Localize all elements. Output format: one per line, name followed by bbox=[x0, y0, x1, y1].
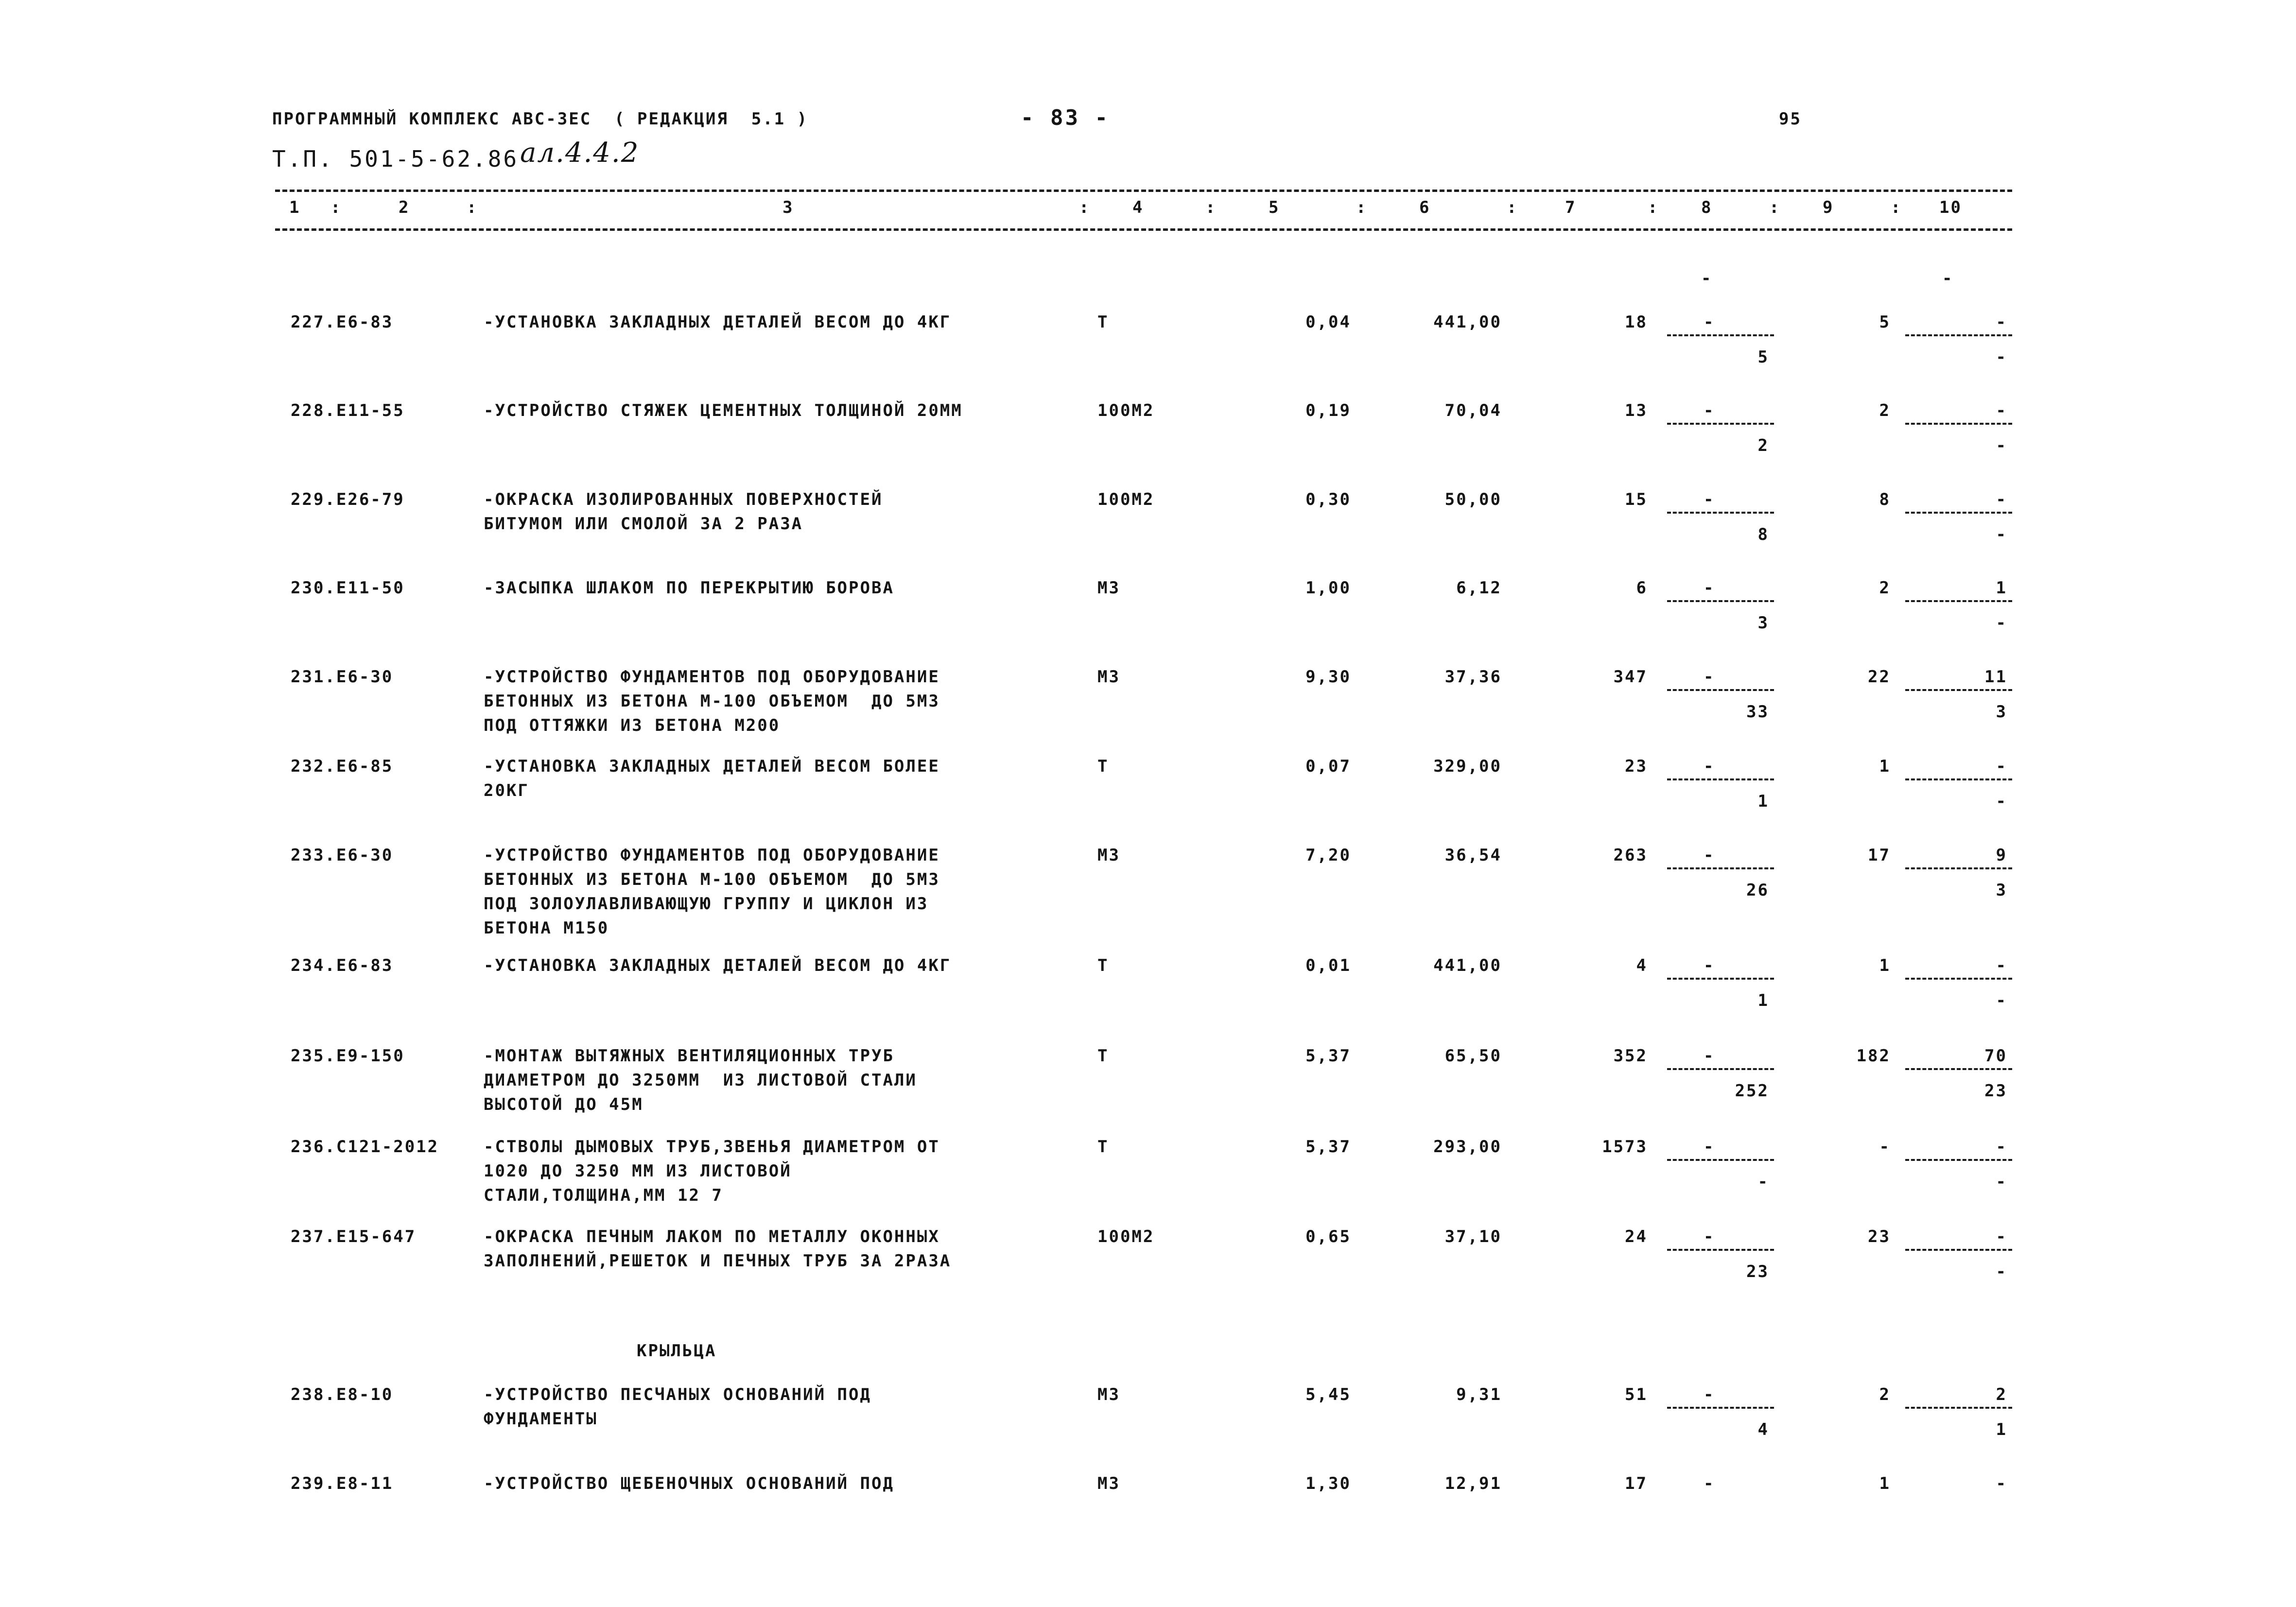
row-unit: Т bbox=[1097, 757, 1109, 776]
col8-rule bbox=[1667, 1249, 1774, 1251]
row-quantity: 5,37 bbox=[1305, 1137, 1351, 1157]
row-col8: - bbox=[1704, 490, 1715, 509]
col-6-label: 6 bbox=[1419, 198, 1431, 217]
row-quantity: 9,30 bbox=[1305, 667, 1351, 687]
col8-rule bbox=[1667, 778, 1774, 780]
project-reference: Т.П. 501-5-62.86 bbox=[272, 146, 519, 172]
row-col9: 2 bbox=[1879, 578, 1891, 598]
row-code: 234.Е6-83 bbox=[291, 956, 394, 975]
col8-rule bbox=[1667, 1159, 1774, 1161]
row-price: 6,12 bbox=[1456, 578, 1502, 598]
row-code: 229.Е26-79 bbox=[291, 490, 405, 509]
row-col8: - bbox=[1704, 1385, 1715, 1404]
row-col8-below: 1 bbox=[1757, 792, 1769, 811]
row-quantity: 5,37 bbox=[1305, 1046, 1351, 1066]
col-7-label: 7 bbox=[1565, 198, 1577, 217]
row-unit: Т bbox=[1097, 1046, 1109, 1066]
row-col8: - bbox=[1704, 578, 1715, 598]
row-col10-below: - bbox=[1996, 792, 2007, 811]
row-col8-below: 3 bbox=[1757, 613, 1769, 633]
row-unit: 100М2 bbox=[1097, 1227, 1155, 1246]
row-price: 50,00 bbox=[1444, 490, 1502, 509]
row-quantity: 0,19 bbox=[1305, 401, 1351, 420]
row-price: 65,50 bbox=[1444, 1046, 1502, 1066]
row-unit: 100М2 bbox=[1097, 490, 1155, 509]
row-col9: - bbox=[1879, 1137, 1891, 1157]
row-col8-below: 2 bbox=[1757, 436, 1769, 455]
col10-rule bbox=[1905, 512, 2012, 514]
header-rule-bottom bbox=[275, 228, 2012, 231]
row-col10: - bbox=[1996, 956, 2007, 975]
sheet-number: 95 bbox=[1779, 109, 1802, 129]
row-price: 12,91 bbox=[1444, 1474, 1502, 1493]
col8-rule bbox=[1667, 1407, 1774, 1409]
row-price: 9,31 bbox=[1456, 1385, 1502, 1404]
row-col8: - bbox=[1704, 956, 1715, 975]
row-total: 51 bbox=[1625, 1385, 1648, 1404]
row-col9: 1 bbox=[1879, 1474, 1891, 1493]
col10-rule bbox=[1905, 1159, 2012, 1161]
row-price: 70,04 bbox=[1444, 401, 1502, 420]
row-description: -УСТРОЙСТВО СТЯЖЕК ЦЕМЕНТНЫХ ТОЛЩИНОЙ 20ММ bbox=[484, 401, 963, 420]
col10-rule bbox=[1905, 600, 2012, 602]
row-code: 230.Е11-50 bbox=[291, 578, 405, 598]
row-col10: - bbox=[1996, 312, 2007, 332]
col8-rule bbox=[1667, 978, 1774, 980]
row-col9: 17 bbox=[1868, 846, 1891, 865]
row-unit: 100М2 bbox=[1097, 401, 1155, 420]
row-price: 441,00 bbox=[1433, 312, 1502, 332]
col-3-label: 3 bbox=[783, 198, 794, 217]
col-8-label: 8 bbox=[1701, 198, 1713, 217]
col8-rule bbox=[1667, 1068, 1774, 1070]
row-total: 1573 bbox=[1602, 1137, 1648, 1157]
row-col8: - bbox=[1704, 1137, 1715, 1157]
header-rule-top bbox=[275, 190, 2012, 192]
row-price: 37,36 bbox=[1444, 667, 1502, 687]
row-col10: 70 bbox=[1984, 1046, 2007, 1066]
top-mark-col10: - bbox=[1942, 269, 1954, 288]
row-unit: М3 bbox=[1097, 667, 1120, 687]
row-col10-below: - bbox=[1996, 991, 2007, 1010]
col10-rule bbox=[1905, 423, 2012, 425]
col-9-label: 9 bbox=[1823, 198, 1834, 217]
col-5-label: 5 bbox=[1269, 198, 1280, 217]
row-col9: 5 bbox=[1879, 312, 1891, 332]
row-code: 233.Е6-30 bbox=[291, 846, 394, 865]
row-code: 227.Е6-83 bbox=[291, 312, 394, 332]
row-col9: 8 bbox=[1879, 490, 1891, 509]
row-price: 36,54 bbox=[1444, 846, 1502, 865]
row-description: -ОКРАСКА ПЕЧНЫМ ЛАКОМ ПО МЕТАЛЛУ ОКОННЫХ ЗАПОЛНЕНИЙ,РЕШЕТОК И ПЕЧНЫХ ТРУБ ЗА 2РАЗА bbox=[484, 1227, 952, 1271]
row-col10: 2 bbox=[1996, 1385, 2007, 1404]
col10-rule bbox=[1905, 1068, 2012, 1070]
row-col8-below: 26 bbox=[1746, 881, 1769, 900]
row-col10: 9 bbox=[1996, 846, 2007, 865]
col10-rule bbox=[1905, 978, 2012, 980]
col10-rule bbox=[1905, 1249, 2012, 1251]
row-col10-below: - bbox=[1996, 1172, 2007, 1192]
row-description: -УСТАНОВКА ЗАКЛАДНЫХ ДЕТАЛЕЙ ВЕСОМ БОЛЕЕ 20КГ bbox=[484, 757, 940, 800]
col-10-label: 10 bbox=[1939, 198, 1962, 217]
col-2-label: 2 bbox=[399, 198, 410, 217]
row-col10-below: - bbox=[1996, 1262, 2007, 1281]
row-total: 347 bbox=[1613, 667, 1648, 687]
row-code: 236.С121-2012 bbox=[291, 1137, 439, 1157]
row-col8-below: 5 bbox=[1757, 347, 1769, 367]
col-1-label: 1 bbox=[289, 198, 301, 217]
col8-rule bbox=[1667, 512, 1774, 514]
row-quantity: 0,30 bbox=[1305, 490, 1351, 509]
row-unit: М3 bbox=[1097, 1474, 1120, 1493]
row-total: 4 bbox=[1636, 956, 1648, 975]
row-col10: - bbox=[1996, 401, 2007, 420]
row-total: 17 bbox=[1625, 1474, 1648, 1493]
row-total: 6 bbox=[1636, 578, 1648, 598]
row-col8-below: - bbox=[1757, 1172, 1769, 1192]
col8-rule bbox=[1667, 867, 1774, 869]
row-price: 441,00 bbox=[1433, 956, 1502, 975]
row-col9: 1 bbox=[1879, 956, 1891, 975]
row-description: -МОНТАЖ ВЫТЯЖНЫХ ВЕНТИЛЯЦИОННЫХ ТРУБ ДИАМЕТРОМ ДО 3250ММ ИЗ ЛИСТОВОЙ СТАЛИ ВЫСОТОЙ ДО 45М bbox=[484, 1046, 917, 1114]
row-col8: - bbox=[1704, 667, 1715, 687]
row-price: 293,00 bbox=[1433, 1137, 1502, 1157]
row-total: 15 bbox=[1625, 490, 1648, 509]
row-col9: 22 bbox=[1868, 667, 1891, 687]
row-unit: М3 bbox=[1097, 1385, 1120, 1404]
row-description: -УСТАНОВКА ЗАКЛАДНЫХ ДЕТАЛЕЙ ВЕСОМ ДО 4КГ bbox=[484, 312, 952, 332]
row-col10-below: 1 bbox=[1996, 1420, 2007, 1439]
row-col8-below: 252 bbox=[1735, 1081, 1769, 1101]
top-mark-col8: - bbox=[1701, 269, 1713, 288]
document-page: ПРОГРАММНЫЙ КОМПЛЕКС АВС-3ЕС ( РЕДАКЦИЯ 5.1 ) - 83 - 95 Т.П. 501-5-62.86 ал.4.4.2 1 : 2 : 3 : 4 : 5 : 6 : 7 : 8 : 9 : 10 - - 227.Е6-83 -УСТАНОВКА ЗАКЛАДНЫХ ДЕТАЛЕЙ ВЕСОМ ДО 4КГ Т 0,04 441,00 18 - 5 - 5 - 228.Е11-55 -УСТРОЙСТВО СТЯЖЕК ЦЕМЕНТНЫХ ТОЛЩИНОЙ 20ММ 100М2 0,19 70,04 13 - 2 - 2 - 229.Е26-79 -ОКРАСКА ИЗОЛИРОВАННЫХ ПОВЕРХНОСТЕЙ БИТУМОМ ИЛИ СМОЛОЙ ЗА 2 РАЗА 100М2 0,30 50,00 15 - 8 - 8 - 230.Е11-50 -ЗАСЫПКА ШЛАКОМ ПО ПЕРЕКРЫТИЮ БОРОВА М3 1,00 6,12 6 - 2 1 3 - 231.Е6-30 -УСТРОЙСТВО ФУНДАМЕНТОВ ПОД ОБОРУДОВАНИЕ БЕТОННЫХ ИЗ БЕТОНА М-100 ОБЪЕМОМ ДО 5М3 ПОД ОТТЯЖКИ ИЗ БЕТОНА М200 М3 9,30 37,36 347 - 22 11 33 3 232.Е6-85 -УСТАНОВКА ЗАКЛАДНЫХ ДЕТАЛЕЙ ВЕСОМ БОЛЕЕ 20КГ Т 0,07 329,00 23 - 1 - 1 - 233.Е6-30 -УСТРОЙСТВО ФУНДАМЕНТОВ ПОД ОБОРУДОВАНИЕ БЕТОННЫХ ИЗ БЕТОНА М-100 ОБЪЕМОМ ДО 5М3 ПОД ЗОЛОУЛАВЛИВАЮЩУЮ ГРУППУ И ЦИКЛОН ИЗ БЕТОНА М150 М3 7,20 36,54 263 - 17 9 26 3 234.Е6-83 -УСТАНОВКА ЗАКЛАДНЫХ ДЕТАЛЕЙ ВЕСОМ ДО 4КГ Т 0,01 441,00 4 - 1 - 1 - 235.Е9-150 -МОНТАЖ ВЫТЯЖНЫХ ВЕНТИЛЯЦИОННЫХ ТРУБ ДИАМЕТРОМ ДО 3250ММ ИЗ ЛИСТОВОЙ СТАЛИ ВЫСОТОЙ ДО 45М Т 5,37 65,50 352 - 182 70 252 23 236.С121-2012 -СТВОЛЫ ДЫМОВЫХ ТРУБ,ЗВЕНЬЯ ДИАМЕТРОМ ОТ 1020 ДО 3250 ММ ИЗ ЛИСТОВОЙ СТАЛИ,ТОЛЩИНА,ММ 12 7 Т 5,37 293,00 1573 - - - - - 237.Е15-647 -ОКРАСКА ПЕЧНЫМ ЛАКОМ ПО МЕТАЛЛУ ОКОННЫХ ЗАПОЛНЕНИЙ,РЕШЕТОК И ПЕЧНЫХ ТРУБ ЗА 2РАЗА 100М2 0,65 37,10 24 - 23 - 23 - КРЫЛЬЦА 238.Е8-10 -УСТРОЙСТВО ПЕСЧАНЫХ ОСНОВАНИЙ ПОД ФУНДАМЕНТЫ М3 5,45 9,31 51 - 2 2 4 1 239.Е8-11 -УСТРОЙСТВО ЩЕБЕНОЧНЫХ ОСНОВАНИЙ ПОД М3 1,30 12,91 17 - 1 - bbox=[0, 0, 2296, 1607]
row-col10: - bbox=[1996, 490, 2007, 509]
row-unit: Т bbox=[1097, 956, 1109, 975]
row-quantity: 0,01 bbox=[1305, 956, 1351, 975]
row-description: -УСТРОЙСТВО ПЕСЧАНЫХ ОСНОВАНИЙ ПОД ФУНДАМЕНТЫ bbox=[484, 1385, 871, 1429]
row-col10-below: 3 bbox=[1996, 702, 2007, 722]
row-col10: 1 bbox=[1996, 578, 2007, 598]
row-description: -УСТРОЙСТВО ФУНДАМЕНТОВ ПОД ОБОРУДОВАНИЕ БЕТОННЫХ ИЗ БЕТОНА М-100 ОБЪЕМОМ ДО 5М3 ПОД ОТТЯЖКИ ИЗ БЕТОНА М200 bbox=[484, 667, 940, 735]
row-description: -СТВОЛЫ ДЫМОВЫХ ТРУБ,ЗВЕНЬЯ ДИАМЕТРОМ ОТ 1020 ДО 3250 ММ ИЗ ЛИСТОВОЙ СТАЛИ,ТОЛЩИНА,ММ 12 7 bbox=[484, 1137, 940, 1205]
row-col8: - bbox=[1704, 1046, 1715, 1066]
col10-rule bbox=[1905, 689, 2012, 691]
row-code: 228.Е11-55 bbox=[291, 401, 405, 420]
row-col9: 182 bbox=[1856, 1046, 1891, 1066]
row-col8-below: 4 bbox=[1757, 1420, 1769, 1439]
row-col8: - bbox=[1704, 1227, 1715, 1246]
row-code: 231.Е6-30 bbox=[291, 667, 394, 687]
row-col9: 1 bbox=[1879, 757, 1891, 776]
handwritten-reference: ал.4.4.2 bbox=[520, 137, 640, 169]
row-code: 235.Е9-150 bbox=[291, 1046, 405, 1066]
row-col9: 23 bbox=[1868, 1227, 1891, 1246]
row-col8: - bbox=[1704, 1474, 1715, 1493]
row-total: 18 bbox=[1625, 312, 1648, 332]
row-col10: - bbox=[1996, 1227, 2007, 1246]
row-unit: Т bbox=[1097, 312, 1109, 332]
row-total: 23 bbox=[1625, 757, 1648, 776]
row-col10-below: - bbox=[1996, 613, 2007, 633]
row-col10: - bbox=[1996, 1137, 2007, 1157]
row-col8-below: 1 bbox=[1757, 991, 1769, 1010]
row-col10-below: - bbox=[1996, 347, 2007, 367]
col10-rule bbox=[1905, 1407, 2012, 1409]
col-4-label: 4 bbox=[1132, 198, 1144, 217]
col8-rule bbox=[1667, 423, 1774, 425]
row-description: -УСТАНОВКА ЗАКЛАДНЫХ ДЕТАЛЕЙ ВЕСОМ ДО 4КГ bbox=[484, 956, 952, 975]
col8-rule bbox=[1667, 334, 1774, 336]
row-description: -УСТРОЙСТВО ЩЕБЕНОЧНЫХ ОСНОВАНИЙ ПОД bbox=[484, 1474, 894, 1493]
row-unit: М3 bbox=[1097, 846, 1120, 865]
row-col10: 11 bbox=[1984, 667, 2007, 687]
row-col8-below: 23 bbox=[1746, 1262, 1769, 1281]
row-total: 352 bbox=[1613, 1046, 1648, 1066]
row-quantity: 5,45 bbox=[1305, 1385, 1351, 1404]
row-col8: - bbox=[1704, 312, 1715, 332]
row-quantity: 1,30 bbox=[1305, 1474, 1351, 1493]
row-unit: М3 bbox=[1097, 578, 1120, 598]
row-col10: - bbox=[1996, 1474, 2007, 1493]
row-price: 37,10 bbox=[1444, 1227, 1502, 1246]
row-col10-below: - bbox=[1996, 436, 2007, 455]
row-col10-below: - bbox=[1996, 525, 2007, 544]
page-number: - 83 - bbox=[1021, 105, 1110, 130]
col10-rule bbox=[1905, 334, 2012, 336]
row-col10-below: 3 bbox=[1996, 881, 2007, 900]
row-col8-below: 8 bbox=[1757, 525, 1769, 544]
row-quantity: 7,20 bbox=[1305, 846, 1351, 865]
row-col10-below: 23 bbox=[1984, 1081, 2007, 1101]
row-description: -ОКРАСКА ИЗОЛИРОВАННЫХ ПОВЕРХНОСТЕЙ БИТУМОМ ИЛИ СМОЛОЙ ЗА 2 РАЗА bbox=[484, 490, 883, 534]
row-total: 13 bbox=[1625, 401, 1648, 420]
row-description: -УСТРОЙСТВО ФУНДАМЕНТОВ ПОД ОБОРУДОВАНИЕ БЕТОННЫХ ИЗ БЕТОНА М-100 ОБЪЕМОМ ДО 5М3 ПОД ЗОЛОУЛАВЛИВАЮЩУЮ ГРУППУ И ЦИКЛОН ИЗ БЕТОНА М150 bbox=[484, 846, 940, 938]
col8-rule bbox=[1667, 600, 1774, 602]
row-quantity: 1,00 bbox=[1305, 578, 1351, 598]
row-quantity: 0,07 bbox=[1305, 757, 1351, 776]
row-col8: - bbox=[1704, 401, 1715, 420]
row-total: 24 bbox=[1625, 1227, 1648, 1246]
row-code: 232.Е6-85 bbox=[291, 757, 394, 776]
row-price: 329,00 bbox=[1433, 757, 1502, 776]
row-quantity: 0,65 bbox=[1305, 1227, 1351, 1246]
row-unit: Т bbox=[1097, 1137, 1109, 1157]
row-col8: - bbox=[1704, 846, 1715, 865]
row-code: 237.Е15-647 bbox=[291, 1227, 417, 1246]
row-description: -ЗАСЫПКА ШЛАКОМ ПО ПЕРЕКРЫТИЮ БОРОВА bbox=[484, 578, 894, 598]
row-col8: - bbox=[1704, 757, 1715, 776]
col10-rule bbox=[1905, 778, 2012, 780]
col8-rule bbox=[1667, 689, 1774, 691]
row-col8-below: 33 bbox=[1746, 702, 1769, 722]
section-title: КРЫЛЬЦА bbox=[637, 1341, 717, 1361]
row-col10: - bbox=[1996, 757, 2007, 776]
row-total: 263 bbox=[1613, 846, 1648, 865]
row-col9: 2 bbox=[1879, 401, 1891, 420]
row-quantity: 0,04 bbox=[1305, 312, 1351, 332]
row-code: 238.Е8-10 bbox=[291, 1385, 394, 1404]
program-header: ПРОГРАММНЫЙ КОМПЛЕКС АВС-3ЕС ( РЕДАКЦИЯ 5.1 ) bbox=[272, 109, 809, 129]
row-code: 239.Е8-11 bbox=[291, 1474, 394, 1493]
row-col9: 2 bbox=[1879, 1385, 1891, 1404]
col10-rule bbox=[1905, 867, 2012, 869]
